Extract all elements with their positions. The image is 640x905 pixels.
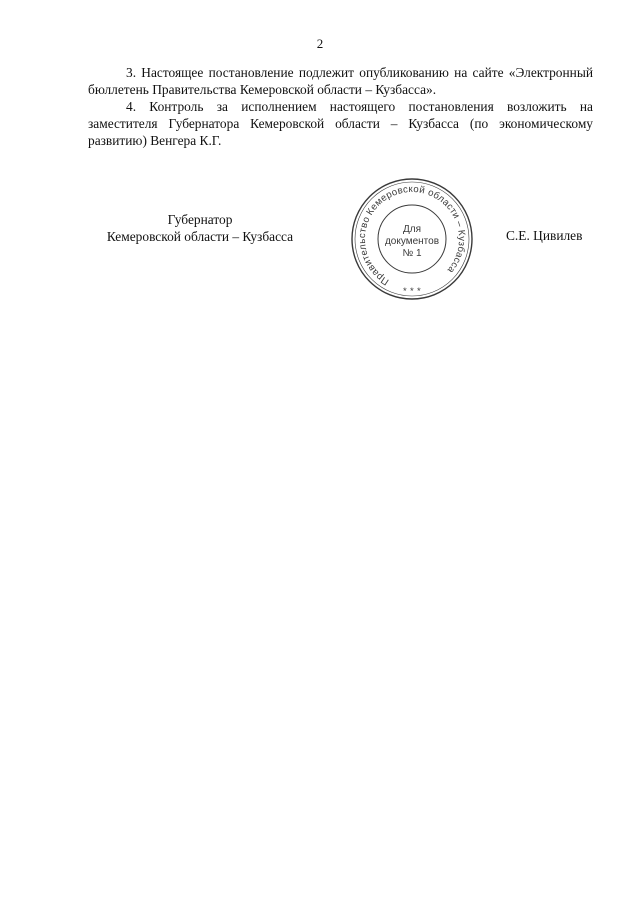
- signatory-title: [86, 211, 314, 245]
- seal-graphic: [349, 176, 475, 302]
- seal-center-line1: Для: [402, 224, 422, 235]
- signatory-name: С.Е. Цивилев: [506, 228, 583, 243]
- signatory-title-line1: Губернатор: [167, 212, 233, 227]
- seal-bottom-stars: * * *: [402, 286, 422, 297]
- paragraph-3: 3. Настоящее постановление подлежит опубликованию на сайте «Электронный бюллетень Правительства Кемеровской области – Кузбасса».: [88, 65, 593, 97]
- page-number: 2: [316, 36, 324, 51]
- official-seal: [349, 176, 475, 302]
- paragraph-4: 4. Контроль за исполнением настоящего постановления возложить на заместителя Губернатора Кемеровской области – Кузбасса (по экономическому развитию) Венгера К.Г.: [88, 99, 593, 148]
- seal-ring-text: Правительство Кемеровской области – Кузбасса: [356, 183, 468, 288]
- seal-center-line3: № 1: [402, 248, 422, 259]
- document-body: [88, 64, 593, 149]
- signatory-title-line2: Кемеровской области – Кузбасса: [106, 229, 294, 244]
- seal-center-line2: документов: [384, 236, 440, 247]
